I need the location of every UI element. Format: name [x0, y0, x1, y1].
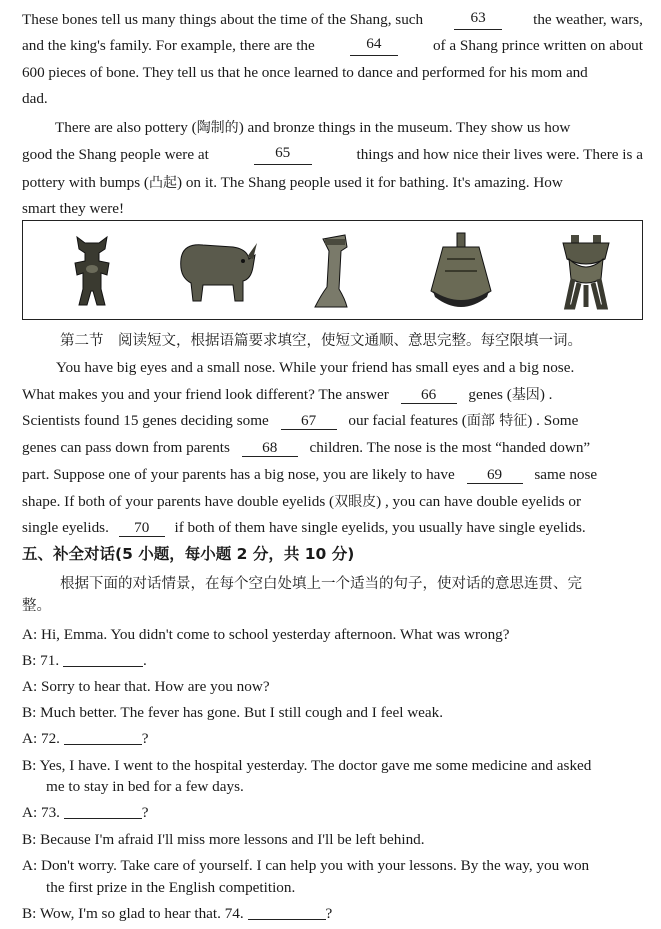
- passage-line: [22, 145, 643, 165]
- dialogue-line: A: Sorry to hear that. How are you now?: [22, 678, 270, 695]
- text: There are also pottery (陶制的) and bronze things in the museum. They show us how: [55, 119, 571, 136]
- artifact-images: [22, 220, 643, 320]
- dialogue-line: A: Hi, Emma. You didn't come to school yesterday afternoon. What was wrong?: [22, 626, 510, 643]
- text: things and how nice their lives were. There is a: [356, 146, 643, 163]
- answer-blank-71[interactable]: [63, 652, 143, 667]
- text: of a Shang prince written on about: [432, 37, 643, 54]
- text: and the king's family. For example, there are the: [22, 37, 315, 54]
- blank-67[interactable]: 67: [281, 413, 337, 430]
- rhino-vessel-icon: [163, 229, 263, 313]
- passage-line: 600 pieces of bone. They tell us that he once learned to dance and performed for his mom and: [22, 64, 588, 81]
- passage-line: You have big eyes and a small nose. While your friend has small eyes and a big nose.: [56, 359, 575, 376]
- dialogue-line: the first prize in the English competition.: [46, 879, 296, 896]
- blank-65[interactable]: 65: [254, 145, 312, 165]
- passage-line: What makes you and your friend look different? The answer 66 genes (基因) .: [22, 386, 553, 403]
- answer-blank-72[interactable]: [64, 730, 142, 745]
- dialogue-line: B: 71. .: [22, 652, 147, 669]
- passage-line: [22, 10, 643, 30]
- blank-66[interactable]: 66: [401, 387, 457, 404]
- chinese-gloss: 面部 特征: [466, 413, 528, 429]
- blank-69[interactable]: 69: [467, 467, 523, 484]
- passage-line: dad.: [22, 90, 48, 107]
- text: good the Shang people were at: [22, 146, 209, 163]
- text: the weather, wars,: [533, 11, 643, 28]
- text: These bones tell us many things about the time of the Shang, such: [22, 11, 424, 28]
- dialogue-line: B: Because I'm afraid I'll miss more lessons and I'll be left behind.: [22, 831, 425, 848]
- passage-line: part. Suppose one of your parents has a big nose, you are likely to have 69 same nose: [22, 466, 598, 483]
- chinese-gloss: 基因: [511, 387, 540, 403]
- blank-63[interactable]: 63: [454, 10, 502, 30]
- dialogue-line: A: 72. ?: [22, 730, 149, 747]
- dialogue-line: me to stay in bed for a few days.: [46, 778, 244, 795]
- blank-64[interactable]: 64: [350, 36, 398, 56]
- dialogue-line: B: Wow, I'm so glad to hear that. 74. ?: [22, 905, 333, 922]
- answer-blank-73[interactable]: [64, 804, 142, 819]
- passage-line: smart they were!: [22, 200, 125, 217]
- chinese-gloss: 双眼皮: [334, 494, 377, 510]
- dialogue-line: B: Much better. The fever has gone. But I still cough and I feel weak.: [22, 704, 444, 721]
- dialogue-line: A: Don't worry. Take care of yourself. I can help you with your lessons. By the way, you won: [22, 857, 590, 874]
- section-instruction: 整。: [22, 598, 51, 614]
- passage-line: pottery with bumps (凸起) on it. The Shang people used it for bathing. It's amazing. How: [22, 174, 563, 191]
- bronze-blade-icon: [305, 229, 365, 313]
- section-title: 五、补全对话(5 小题，每小题 2 分，共 10 分): [22, 545, 355, 563]
- blank-70[interactable]: 70: [119, 520, 165, 537]
- bronze-tripod-icon: [551, 229, 621, 313]
- passage-line: shape. If both of your parents have double eyelids (双眼皮) , you can have double eyelids or: [22, 493, 582, 510]
- passage-line: genes can pass down from parents 68 children. The nose is the most “handed down”: [22, 439, 591, 456]
- blank-68[interactable]: 68: [242, 440, 298, 457]
- section-instruction: 第二节 阅读短文，根据语篇要求填空，使短文通顺、意思完整。每空限填一词。: [60, 333, 582, 349]
- passage-line: single eyelids. 70 if both of them have single eyelids, you usually have single eyelids.: [22, 519, 586, 536]
- passage-line: [22, 36, 643, 56]
- dialogue-line: B: Yes, I have. I went to the hospital yesterday. The doctor gave me some medicine and asked: [22, 757, 592, 774]
- passage-line: [55, 118, 643, 138]
- section-instruction: 根据下面的对话情景，在每个空白处填上一个适当的句子，使对话的意思连贯、完: [60, 576, 582, 592]
- answer-blank-74[interactable]: [248, 905, 326, 920]
- dialogue-line: A: 73. ?: [22, 804, 149, 821]
- passage-line: Scientists found 15 genes deciding some 67 our facial features (面部 特征) . Some: [22, 412, 579, 429]
- chinese-gloss: 凸起: [148, 175, 177, 191]
- bronze-bell-icon: [421, 229, 501, 313]
- bronze-figure-icon: [47, 229, 137, 313]
- chinese-gloss: 陶制的: [196, 120, 239, 136]
